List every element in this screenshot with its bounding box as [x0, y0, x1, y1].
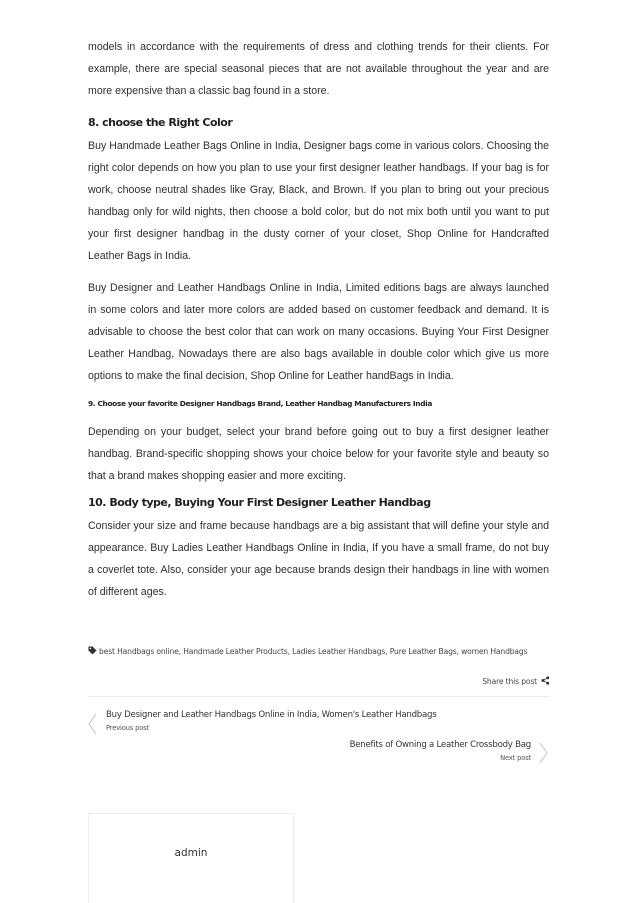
tag-link-handmade-leather-products[interactable]: Handmade Leather Products: [183, 647, 288, 656]
author-name[interactable]: admin: [174, 847, 208, 859]
divider: [88, 696, 550, 697]
previous-post-label: Previous post: [106, 724, 149, 732]
tag-link-best-handbags-online[interactable]: best Handbags online: [99, 647, 179, 656]
share-this-post[interactable]: [482, 676, 550, 686]
paragraph-color-1: Buy Handmade Leather Bags Online in India, Designer bags come in various colors. Choosing the right color depends on how you plan to use your first designer leather handbags. If your bag is for work, choose neutral shades like Gray, Black, and Brown. If you plan to bring out your precious handbag only for wild nights, then choose a bold color, but do not mix both until you want to put your first designer handbag in the dusty corner of your closet, Shop Online for Handcrafted Leather Bags in India.: [88, 140, 549, 262]
author-box: [88, 813, 294, 903]
heading-choose-brand: 9. Choose your favorite Designer Handbags Brand, Leather Handbag Manufacturers India: [88, 399, 432, 408]
post-tags: best Handbags online, Handmade Leather Products, Ladies Leather Handbags, Pure Leather Bags, women Handbags: [88, 645, 550, 659]
paragraph-brand: Depending on your budget, select your brand before going out to buy a first designer leather handbag. Brand-specific shopping shows your choice below for your favorite style and beauty so that a brand makes shopping easier and more exciting.: [88, 426, 549, 482]
share-label: Share this post: [482, 677, 537, 686]
chevron-left-icon[interactable]: [88, 713, 97, 735]
tag-link-pure-leather-bags[interactable]: Pure Leather Bags: [389, 647, 457, 656]
previous-post-link[interactable]: [88, 710, 548, 732]
article-body: [88, 36, 549, 603]
tag-icon: [88, 646, 97, 655]
share-icon[interactable]: [541, 676, 550, 685]
next-post-title[interactable]: Benefits of Owning a Leather Crossbody Bag: [349, 740, 531, 750]
paragraph-body-type: Consider your size and frame because handbags are a big assistant that will define your style and appearance. Buy Ladies Leather Handbags Online in India, If you have a small frame, do not buy a coverlet tote. Also, consider your age because brands design their handbags in line with women of different ages.: [88, 520, 549, 598]
heading-body-type: 10. Body type, Buying Your First Designer Leather Handbag: [88, 496, 431, 509]
paragraph-color-2: Buy Designer and Leather Handbags Online in India, Limited editions bags are always launched in some colors and later more colors are added based on customer feedback and demand. It is advisable to choose the best color that can work on many occasions. Buying Your First Designer Leather Handbag, Nowadays there are also bags available in double color which give us more options to make the final decision, Shop Online for Leather handBags in India.: [88, 282, 549, 382]
heading-choose-color: 8. choose the Right Color: [88, 116, 233, 129]
previous-post-title[interactable]: Buy Designer and Leather Handbags Online in India, Women's Leather Handbags: [106, 710, 437, 720]
tag-link-women-handbags[interactable]: women Handbags: [461, 647, 528, 656]
next-post-label: Next post: [500, 754, 531, 762]
chevron-right-icon[interactable]: [539, 742, 548, 764]
tag-link-ladies-leather-handbags[interactable]: Ladies Leather Handbags: [292, 647, 386, 656]
next-post-link[interactable]: [88, 740, 548, 762]
paragraph-intro: models in accordance with the requirements of dress and clothing trends for their clients. For example, there are special seasonal pieces that are not available throughout the year and are more expensive than a classic bag found in a store.: [88, 41, 549, 97]
